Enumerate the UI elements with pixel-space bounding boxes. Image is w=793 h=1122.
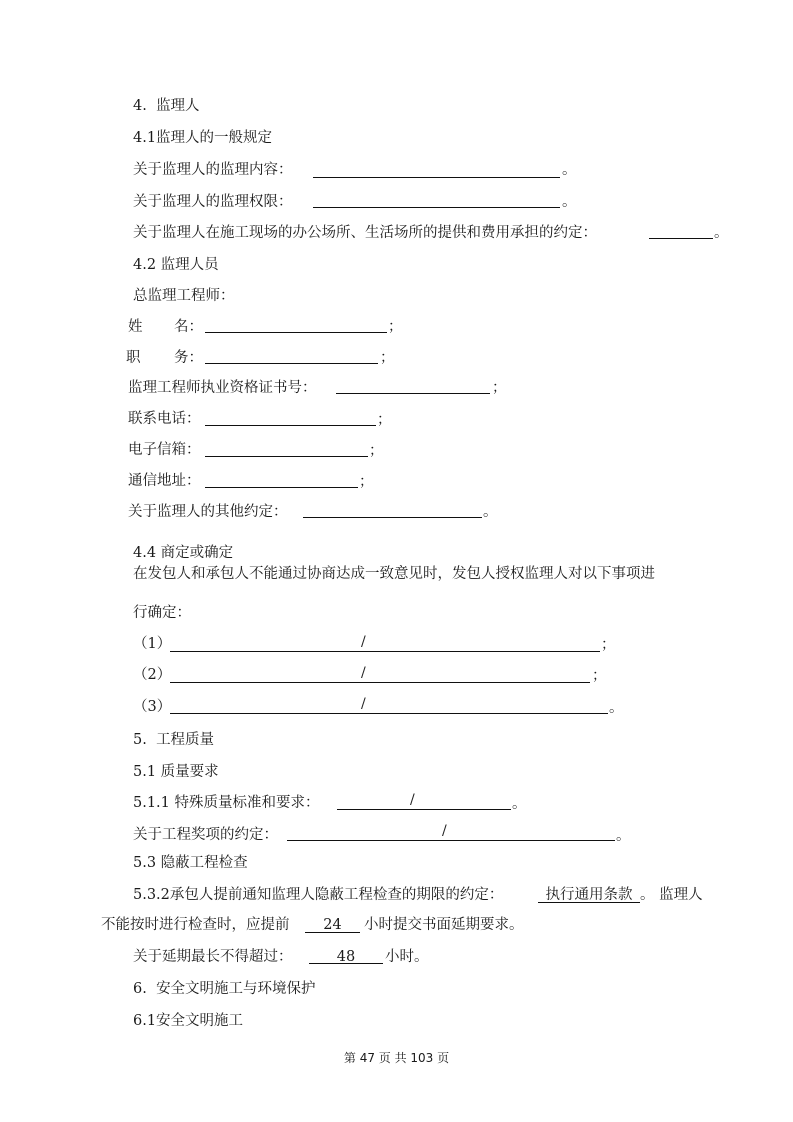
special-quality-label: 5.1.1 特殊质量标准和要求： bbox=[133, 795, 320, 811]
subsection-4-1-title: 4.1监理人的一般规定 bbox=[133, 130, 273, 146]
semicolon: ； bbox=[592, 668, 607, 684]
item-1-slash: / bbox=[361, 634, 366, 650]
page-footer: 第 47 页 共 103 页 bbox=[343, 1051, 450, 1065]
max-delay-suffix: 小时。 bbox=[385, 949, 429, 965]
period: 。 bbox=[512, 796, 527, 812]
subsection-4-4-paragraph-line1: 在发包人和承包人不能通过协商达成一致意见时，发包人授权监理人对以下事项进 bbox=[133, 566, 655, 582]
cert-number-blank[interactable] bbox=[336, 393, 490, 394]
max-delay-label: 关于延期最长不得超过： bbox=[133, 949, 293, 965]
post-blank[interactable] bbox=[205, 363, 378, 364]
post-label-part2: 务： bbox=[174, 350, 203, 366]
address-blank[interactable] bbox=[205, 487, 358, 488]
phone-label: 联系电话： bbox=[128, 411, 201, 427]
award-slash: / bbox=[442, 823, 447, 839]
section-title: 监理人 bbox=[156, 98, 200, 114]
section-title: 工程质量 bbox=[156, 732, 215, 748]
delay-request-suffix: 小时提交书面延期要求。 bbox=[364, 917, 524, 933]
semicolon: ； bbox=[359, 474, 374, 490]
post-label-part1: 职 bbox=[126, 350, 141, 366]
office-provision-blank[interactable] bbox=[649, 238, 713, 239]
semicolon: ； bbox=[388, 319, 403, 335]
section-title: 安全文明施工与环境保护 bbox=[156, 981, 316, 997]
special-quality-blank[interactable] bbox=[337, 809, 511, 810]
special-quality-slash: / bbox=[410, 792, 415, 808]
period: 。 bbox=[483, 504, 498, 520]
section-4-heading bbox=[133, 96, 200, 116]
item-2-slash: / bbox=[361, 665, 366, 681]
section-number: 4. bbox=[133, 98, 147, 114]
item-1-blank[interactable] bbox=[170, 651, 600, 652]
item-1-number: （1） bbox=[133, 636, 172, 652]
notice-period-value[interactable]: 执行通用条款 bbox=[545, 887, 633, 903]
name-label-part2: 名： bbox=[174, 319, 203, 335]
email-blank[interactable] bbox=[205, 456, 368, 457]
subsection-4-2-title: 4.2 监理人员 bbox=[133, 257, 219, 273]
section-number: 5. bbox=[133, 732, 147, 748]
hours-underline bbox=[305, 932, 360, 933]
award-blank[interactable] bbox=[287, 840, 615, 841]
period: 。 bbox=[562, 194, 577, 210]
other-agreement-blank[interactable] bbox=[303, 517, 482, 518]
notice-period-underline bbox=[538, 902, 640, 903]
delay-request-label: 不能按时进行检查时，应提前 bbox=[101, 917, 290, 933]
period: 。 bbox=[609, 700, 624, 716]
cert-number-label: 监理工程师执业资格证书号： bbox=[128, 380, 317, 396]
semicolon: ； bbox=[492, 380, 507, 396]
subsection-6-1-title: 6.1安全文明施工 bbox=[133, 1013, 244, 1029]
subsection-5-1-title: 5.1 质量要求 bbox=[133, 764, 219, 780]
semicolon: ； bbox=[601, 637, 616, 653]
hidden-works-notice-label: 5.3.2承包人提前通知监理人隐蔽工程检查的期限的约定： bbox=[133, 887, 504, 903]
phone-blank[interactable] bbox=[205, 425, 376, 426]
item-3-number: （3） bbox=[133, 699, 172, 715]
item-2-blank[interactable] bbox=[170, 682, 590, 683]
item-3-slash: / bbox=[361, 696, 366, 712]
office-provision-label: 关于监理人在施工现场的办公场所、生活场所的提供和费用承担的约定： bbox=[133, 225, 597, 241]
subsection-4-4-title: 4.4 商定或确定 bbox=[133, 545, 234, 561]
period: 。 bbox=[616, 828, 631, 844]
section-number: 6. bbox=[133, 981, 147, 997]
supervision-authority-blank[interactable] bbox=[313, 207, 560, 208]
semicolon: ； bbox=[380, 350, 395, 366]
item-2-number: （2） bbox=[133, 667, 172, 683]
hidden-works-notice-suffix: 。 监理人 bbox=[640, 887, 703, 903]
max-delay-value[interactable]: 48 bbox=[336, 949, 356, 965]
email-label: 电子信箱： bbox=[128, 442, 201, 458]
period: 。 bbox=[562, 162, 577, 178]
address-label: 通信地址： bbox=[128, 473, 201, 489]
name-label-part1: 姓 bbox=[128, 319, 143, 335]
award-label: 关于工程奖项的约定： bbox=[133, 827, 278, 843]
period: 。 bbox=[714, 225, 729, 241]
supervision-content-blank[interactable] bbox=[313, 177, 560, 178]
subsection-4-4-paragraph-line2: 行确定： bbox=[133, 605, 191, 621]
other-agreement-label: 关于监理人的其他约定： bbox=[128, 504, 288, 520]
chief-engineer-label: 总监理工程师： bbox=[133, 288, 235, 304]
name-blank[interactable] bbox=[205, 332, 387, 333]
max-delay-underline bbox=[309, 963, 383, 964]
semicolon: ； bbox=[369, 443, 384, 459]
subsection-5-3-title: 5.3 隐蔽工程检查 bbox=[133, 855, 248, 871]
section-5-heading bbox=[133, 730, 214, 750]
supervision-content-label: 关于监理人的监理内容： bbox=[133, 162, 293, 178]
supervision-authority-label: 关于监理人的监理权限： bbox=[133, 194, 293, 210]
section-6-heading bbox=[133, 979, 316, 999]
hours-value[interactable]: 24 bbox=[323, 917, 342, 933]
item-3-blank[interactable] bbox=[170, 713, 608, 714]
semicolon: ； bbox=[377, 412, 392, 428]
